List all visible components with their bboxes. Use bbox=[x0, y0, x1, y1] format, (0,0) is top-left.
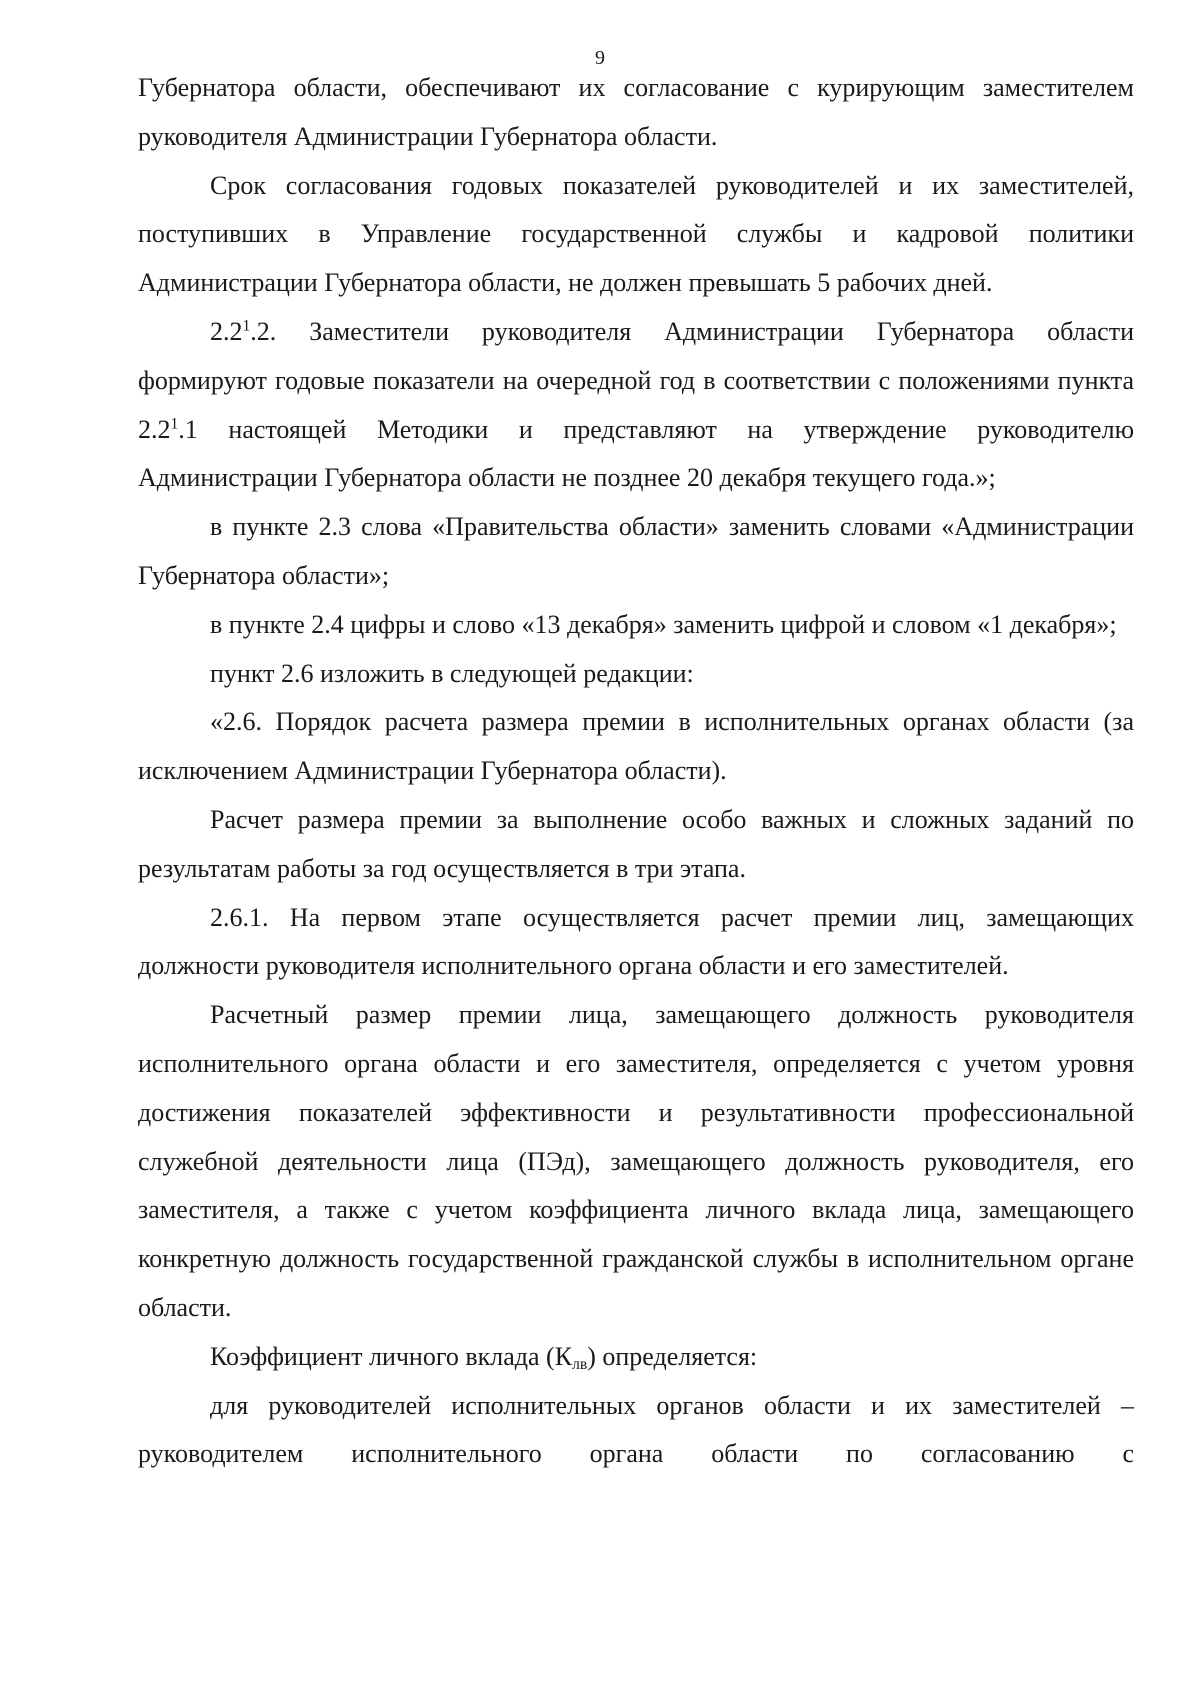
paragraph-clause-2-6-intro: пункт 2.6 изложить в следующей редакции: bbox=[210, 658, 694, 688]
paragraph-estimated-bonus: Расчетный размер премии лица, замещающего должность руководителя исполнительного органа области и его заместителя, определяется с учетом уровня достижения показателей эффективности и результативности профессиональной служебной деятельности лица (ПЭд), замещающего должность руководителя, его заместителя, а также с учетом коэффициента личного вклада лица, замещающего конкретную должность государственной гражданской службы в исполнительном органе области. bbox=[138, 1000, 1134, 1322]
paragraph-approval-deadline: Срок согласования годовых показателей руководителей и их заместителей, поступивших в Управление государственной службы и кадровой политики Администрации Губернатора области, не должен превышать 5 рабочих дней. bbox=[138, 170, 1134, 298]
paragraph-calculation-stages: Расчет размера премии за выполнение особо важных и сложных заданий по результатам работы за год осуществляется в три этапа. bbox=[138, 804, 1134, 883]
paragraph-2-2-1-2 bbox=[138, 308, 1134, 503]
clause-number: 2.2 bbox=[210, 316, 243, 346]
paragraph-clause-2-4: в пункте 2.4 цифры и слово «13 декабря» заменить цифрой и словом «1 декабря»; bbox=[210, 609, 1117, 639]
coefficient-text: Коэффициент личного вклада (К bbox=[210, 1341, 573, 1371]
document-body bbox=[138, 64, 1134, 1479]
clause-text-end: .1 настоящей Методики и представляют на утверждение руководителю Администрации Губернатора области не позднее 20 декабря текущего года.»; bbox=[138, 414, 1134, 493]
paragraph-2-6-heading: «2.6. Порядок расчета размера премии в исполнительных органах области (за исключением Администрации Губернатора области). bbox=[138, 707, 1134, 786]
clause-text: .2. Заместители руководителя Администрации Губернатора области формируют годовые показатели на очередной год в соответствии с положениями пункта 2.2 bbox=[138, 316, 1134, 444]
paragraph-clause-2-3: в пункте 2.3 слова «Правительства области» заменить словами «Администрации Губернатора области»; bbox=[138, 512, 1134, 590]
paragraph-contribution-coefficient bbox=[138, 1333, 1134, 1382]
superscript: 1 bbox=[242, 317, 251, 335]
page-number: 9 bbox=[595, 47, 605, 69]
paragraph-continuation: Губернатора области, обеспечивают их согласование с курирующим заместителем руководителя Администрации Губернатора области. bbox=[138, 73, 1134, 151]
paragraph-for-heads: для руководителей исполнительных органов области и их заместителей – руководителем исполнительного органа области по согласованию с bbox=[138, 1390, 1134, 1469]
superscript: 1 bbox=[170, 415, 179, 433]
paragraph-2-6-1: 2.6.1. На первом этапе осуществляется расчет премии лиц, замещающих должности руководителя исполнительного органа области и его заместителей. bbox=[138, 902, 1134, 981]
coefficient-text-end: ) определяется: bbox=[587, 1341, 758, 1371]
subscript: лв bbox=[572, 1355, 588, 1373]
